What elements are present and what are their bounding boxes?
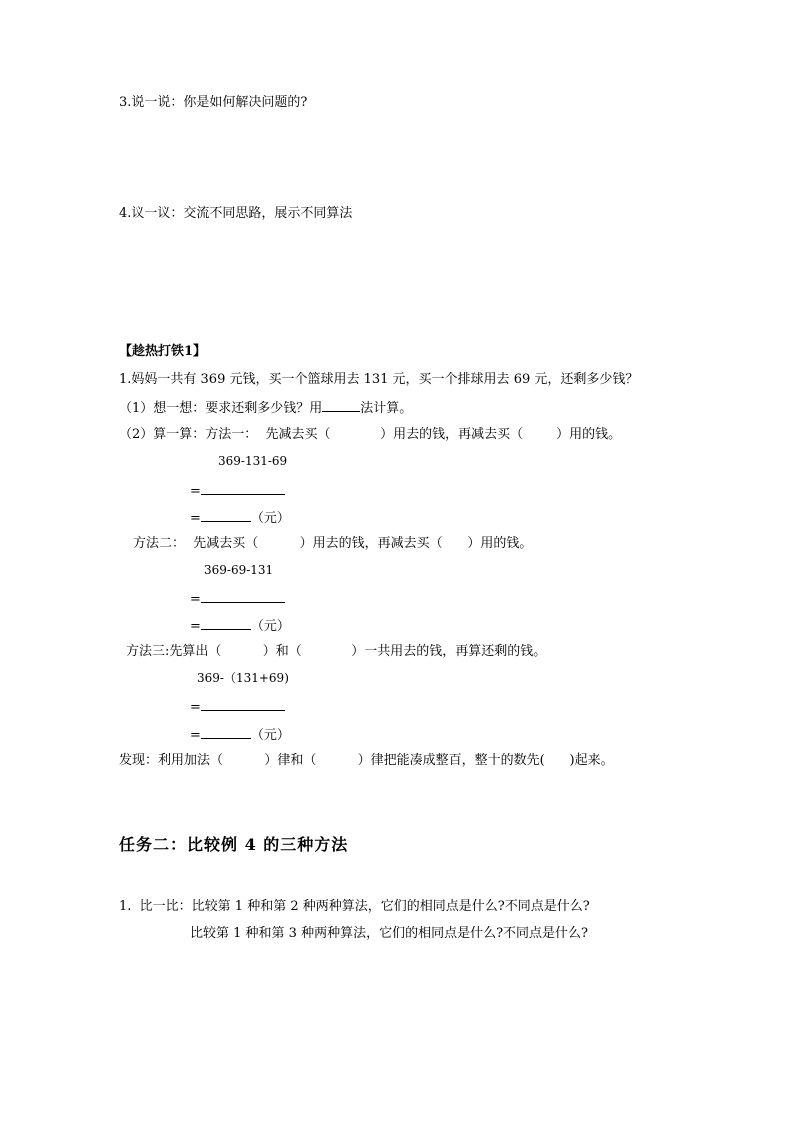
method-3-step-1	[190, 698, 285, 716]
method-1-step-2	[190, 509, 290, 527]
method-2-step-2	[190, 617, 290, 635]
equals-sign: =	[190, 484, 201, 499]
equals-sign: =	[190, 619, 201, 634]
equals-sign: =	[190, 728, 201, 743]
unit-label: （元）	[250, 728, 290, 743]
answer-blank	[201, 726, 251, 739]
method-3-label: 方法三:先算出（ ）和（ ）一共用去的钱，再算还剩的钱。	[126, 644, 547, 659]
method-1-expression: 369-131-69	[218, 454, 288, 468]
unit-label: （元）	[250, 619, 290, 634]
answer-blank	[201, 617, 251, 630]
problem-statement: 1.妈妈一共有 369 元钱，买一个篮球用去 131 元，买一个排球用去 69 元，还剩多少钱？	[119, 372, 639, 387]
discovery-text: 发现：利用加法（ ）律和（ ）律把能凑成整百，整十的数先( )起来。	[119, 753, 614, 768]
method-3-expression: 369-（131+69)	[197, 671, 289, 685]
think-text-prefix: （1）想一想：要求还剩多少钱？用	[119, 401, 323, 416]
method-1-step-1	[190, 482, 285, 500]
answer-blank	[201, 482, 285, 495]
question-4: 4.议一议：交流不同思路，展示不同算法	[119, 206, 353, 221]
question-3: 3.说一说：你是如何解决问题的?	[119, 95, 308, 110]
calc-step-method-1: （2）算一算：方法一： 先减去买（ ）用去的钱，再减去买（ ）用的钱。	[119, 427, 622, 442]
equals-sign: =	[190, 511, 201, 526]
method-2-expression: 369-69-131	[204, 563, 274, 577]
method-2-label: 方法二： 先减去买（ ）用去的钱，再减去买（ ）用的钱。	[133, 536, 533, 551]
answer-blank	[201, 509, 251, 522]
method-2-step-1	[190, 590, 285, 608]
answer-blank	[322, 399, 360, 412]
answer-blank	[201, 590, 285, 603]
task-2-heading: 任务二：比较例 4 的三种方法	[119, 835, 349, 854]
section-heading-practice: 【趁热打铁1】	[119, 344, 207, 359]
equals-sign: =	[190, 592, 201, 607]
think-step	[119, 399, 412, 417]
answer-blank	[201, 698, 285, 711]
think-text-suffix: 法计算。	[360, 401, 413, 416]
unit-label: （元）	[250, 511, 290, 526]
compare-question-1: 1. 比一比：比较第 1 种和第 2 种两种算法，它们的相同点是什么?不同点是什么?	[119, 899, 590, 914]
equals-sign: =	[190, 700, 201, 715]
compare-question-2: 比较第 1 种和第 3 种两种算法，它们的相同点是什么?不同点是什么?	[190, 926, 589, 941]
method-3-step-2	[190, 726, 290, 744]
